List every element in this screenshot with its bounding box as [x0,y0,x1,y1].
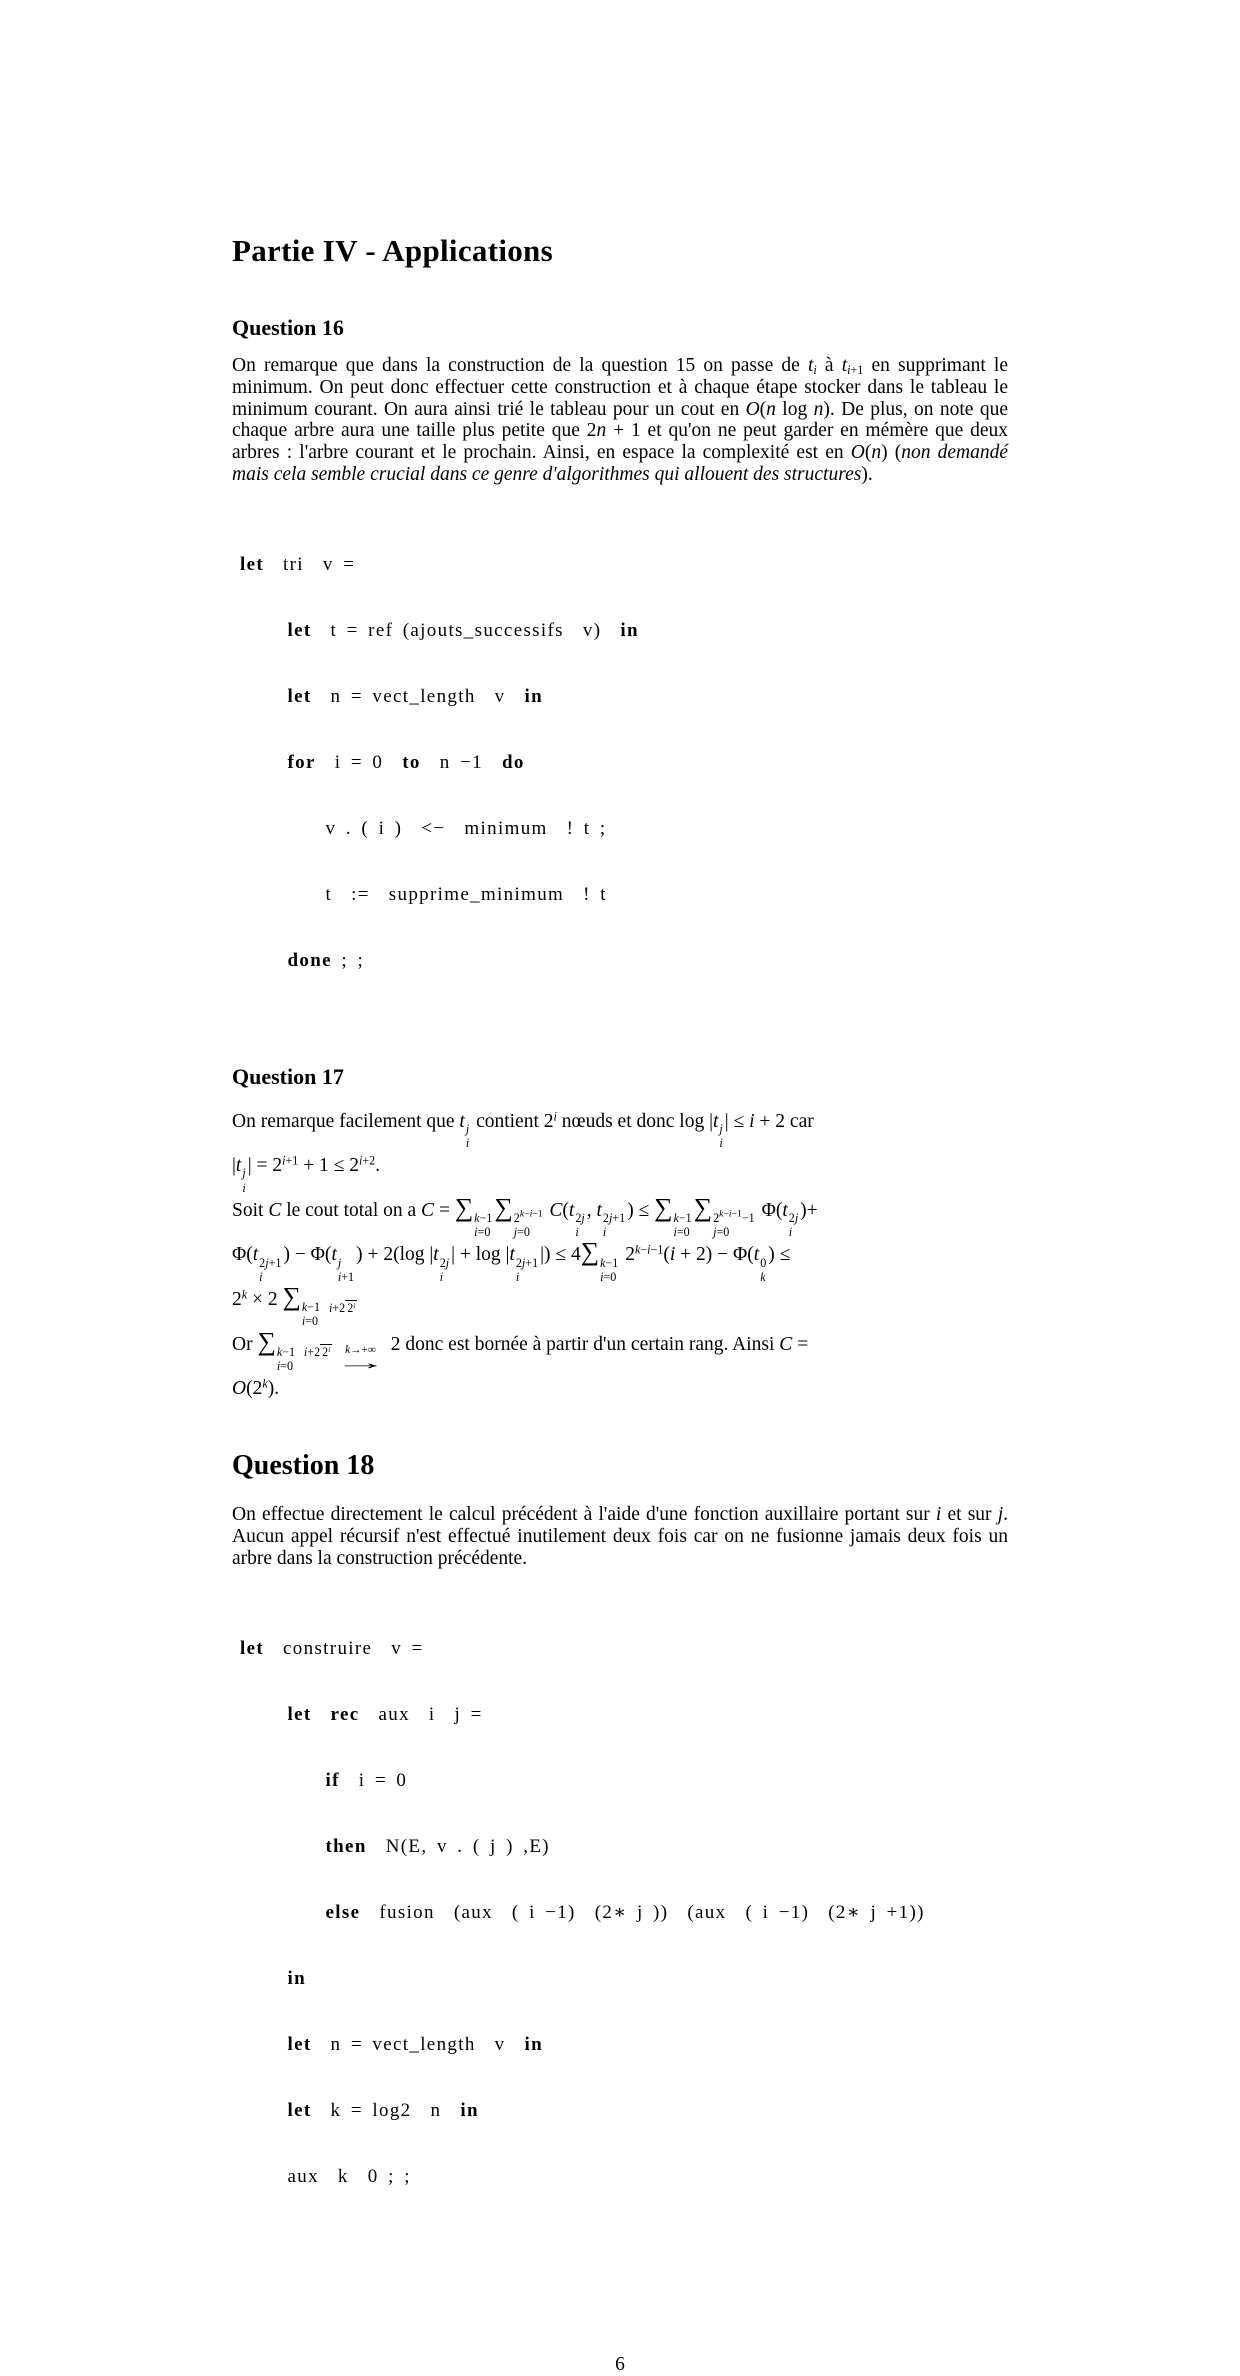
code-line: aux k 0 ; ; [240,2165,411,2187]
q16-paragraph: On remarque que dans la construction de la question 15 on passe de $t_i$ à $t_{i+1}$ en supprimant le minimum. On peut donc effectuer cette construction et à chaque étape stocker dans le tableau le minimum courant. On aura ainsi trié le tableau pour un cout en O(n log n). De plus, on note que chaque arbre aura une taille plus petite que 2n + 1 et qu'on ne peut garder en mémère que deux arbres : l'arbre courant et le prochain. Ainsi, en espace la complexité est en O(n) (non demandé mais cela semble crucial dans ce genre d'algorithmes qui allouent des structures). [232,355,1008,485]
q18-paragraph: On effectue directement le calcul précédent à l'aide d'une fonction auxillaire portant sur i et sur j. Aucun appel récursif n'est effectué inutilement deux fois car on ne fusionne jamais deux fois un arbre dans la construction précédente. [232,1504,1009,1569]
q16-code-block [240,510,1008,1016]
code-line: v . ( i ) <− minimum ! t ; [240,817,607,839]
math-line: Soit C le cout total on a C = ∑ k−1 i=0 ∑ $2^{k-i-1}$ j=0 C(t 2j i , t 2j+1 i ) ≤ ∑ k−1 i=0 ∑ $2^{k-i-1}-1$ j=0 Φ(t 2j i )+ [232,1192,818,1240]
question-17-section [232,1064,1008,1405]
code-line: let t = ref (ajouts_successifs v) in [287,619,639,641]
code-line: done ; ; [287,949,365,971]
math-line: |t j i | = $2^{i+1} + 1 \le 2^{i+2}$. [232,1153,381,1195]
code-line: then N(E, v . ( j ) ,E) [325,1835,550,1857]
math-line: On remarque facilement que t j i contient 2$^i$ nœuds et donc log |t j i | ≤ i + 2 car [232,1109,814,1151]
code-line: t := supprime_minimum ! t [240,883,607,905]
math-line: Φ(t 2j+1 i ) − Φ(t j i+1 ) + 2(log |t 2j i | + log |t 2j+1 i |) ≤ 4∑ k−1 i=0 $2^{k-i-1}(i + 2) - \Phi(t$ 0 k ) ≤ [232,1237,791,1284]
code-line: let k = log2 n in [287,2099,479,2121]
q17-math-paragraph [232,1106,1008,1405]
q18-heading: Question 18 [232,1450,375,1482]
q17-heading: Question 17 [232,1063,344,1089]
code-line: let rec aux i j = [287,1703,483,1725]
math-line: $2^k \times 2$ ∑ k−1 i=0 i+2 2$^i$ [232,1282,356,1329]
code-line: let tri v = [240,553,356,575]
code-line: in [287,1967,307,1989]
code-line: let n = vect_length v in [287,685,544,707]
code-line: for i = 0 to n −1 do [287,751,525,773]
code-line: let construire v = [240,1637,424,1659]
section-title: Partie IV - Applications [232,233,553,268]
code-line: if i = 0 [325,1769,408,1791]
math-line: Or ∑ k−1 i=0 i+2 2$^i$ k→+∞ → 2 donc est bornée à partir d'un certain rang. Ainsi C = [232,1326,809,1374]
question-18-section [232,1450,1008,2231]
text-column [232,233,1008,2376]
code-line: let n = vect_length v in [287,2033,544,2055]
code-line: else fusion (aux ( i −1) (2∗ j )) (aux ( i −1) (2∗ j +1)) [325,1901,925,1923]
q18-code-block [240,1594,1008,2232]
q16-heading: Question 16 [232,315,344,340]
question-16-section [232,315,1008,1016]
math-line: O(2$^k$). [232,1376,280,1400]
page-number: 6 [615,2353,625,2375]
